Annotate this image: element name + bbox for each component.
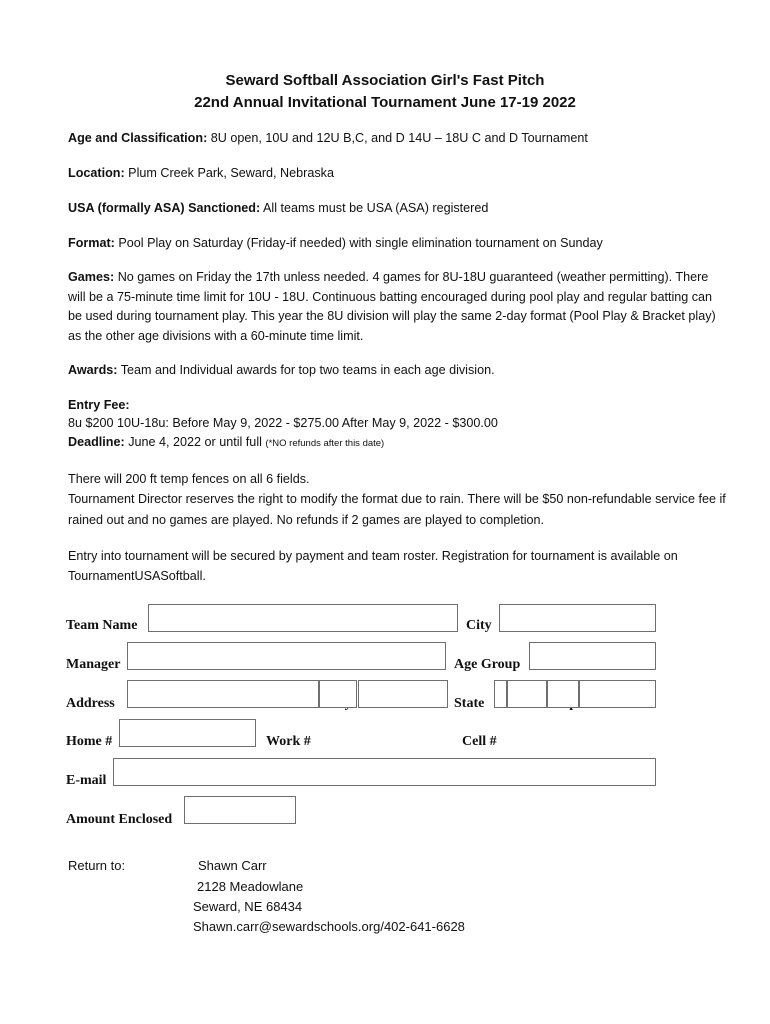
cell-phone-label: Cell # <box>462 734 497 749</box>
return-city-state: Seward, NE 68434 <box>193 899 303 914</box>
state-field[interactable] <box>507 680 547 708</box>
home-phone-field[interactable] <box>119 719 256 747</box>
return-name: Shawn Carr <box>198 858 267 873</box>
usa-text: All teams must be USA (ASA) registered <box>263 201 489 215</box>
state-spacer <box>494 680 507 708</box>
deadline-label: Deadline: <box>68 435 125 449</box>
city-label: City <box>466 618 492 633</box>
team-name-label: Team Name <box>66 618 138 633</box>
entry-fee-label: Entry Fee: <box>68 398 130 412</box>
deadline-text: June 4, 2022 or until full <box>128 435 262 449</box>
location-label: Location: <box>68 166 125 180</box>
address-city-spacer <box>319 680 357 708</box>
city2-field[interactable] <box>358 680 448 708</box>
email-field[interactable] <box>113 758 656 786</box>
work-phone-label: Work # <box>266 734 311 749</box>
location-text: Plum Creek Park, Seward, Nebraska <box>128 166 334 180</box>
age-label: Age and Classification: <box>68 131 208 145</box>
games-label: Games: <box>68 270 115 284</box>
format-label: Format: <box>68 236 115 250</box>
format-text: Pool Play on Saturday (Friday-if needed) with single elimination tournament on Sunday <box>118 236 603 250</box>
address-field[interactable] <box>127 680 319 708</box>
home-phone-label: Home # <box>66 734 113 749</box>
fences-note: There will 200 ft temp fences on all 6 fields. <box>68 472 310 486</box>
amount-field[interactable] <box>184 796 296 824</box>
age-classification <box>68 131 588 145</box>
title-line-2: 22nd Annual Invitational Tournament June 17-19 2022 <box>194 94 576 111</box>
title-line-1: Seward Softball Association Girl's Fast Pitch <box>225 72 545 89</box>
email-label: E-mail <box>66 773 107 788</box>
zip-spacer <box>547 680 579 708</box>
deadline-note: (*NO refunds after this date) <box>265 438 385 449</box>
usa-label: USA (formally ASA) Sanctioned: <box>68 201 261 215</box>
address-label: Address <box>66 696 115 711</box>
awards-label: Awards: <box>68 363 118 377</box>
location <box>68 166 334 180</box>
state-label: State <box>454 696 485 711</box>
awards <box>68 363 495 377</box>
entry-fee-line: 8u $200 10U-18u: Before May 9, 2022 - $275.00 After May 9, 2022 - $300.00 <box>68 416 498 430</box>
age-group-field[interactable] <box>529 642 656 670</box>
deadline <box>68 435 384 449</box>
games-text: No games on Friday the 17th unless needed. 4 games for 8U-18U guaranteed (weather permitting). There will be a 75-minute time limit for 10U - 18U. Continuous batting encouraged during pool play and regular batting can be used during tournament play. This year the 8U division will play the same 2-day format (Pool Play & Bracket play) as the other age divisions with a 60-minute time limit. <box>68 270 716 343</box>
awards-text: Team and Individual awards for top two teams in each age division. <box>120 363 495 377</box>
format <box>68 236 603 250</box>
manager-label: Manager <box>66 657 121 672</box>
usa-sanctioned <box>68 201 488 215</box>
manager-field[interactable] <box>127 642 446 670</box>
return-contact: Shawn.carr@sewardschools.org/402-641-6628 <box>193 919 465 934</box>
team-name-field[interactable] <box>148 604 458 632</box>
age-group-label: Age Group <box>454 657 521 672</box>
city-field[interactable] <box>499 604 656 632</box>
age-text: 8U open, 10U and 12U B,C, and D 14U – 18U C and D Tournament <box>210 131 588 145</box>
entry-note: Entry into tournament will be secured by payment and team roster. Registration for tournament is available on TournamentUSASoftball. <box>68 549 678 583</box>
zip-field[interactable] <box>579 680 656 708</box>
return-street: 2128 Meadowlane <box>197 879 304 894</box>
amount-label: Amount Enclosed <box>66 812 173 827</box>
return-to-label: Return to: <box>68 858 126 873</box>
director-note: Tournament Director reserves the right to modify the format due to rain. There will be $50 non-refundable service fee if rained out and no games are played. No refunds if 2 games are played to completion. <box>68 492 726 527</box>
games-paragraph <box>68 268 718 346</box>
